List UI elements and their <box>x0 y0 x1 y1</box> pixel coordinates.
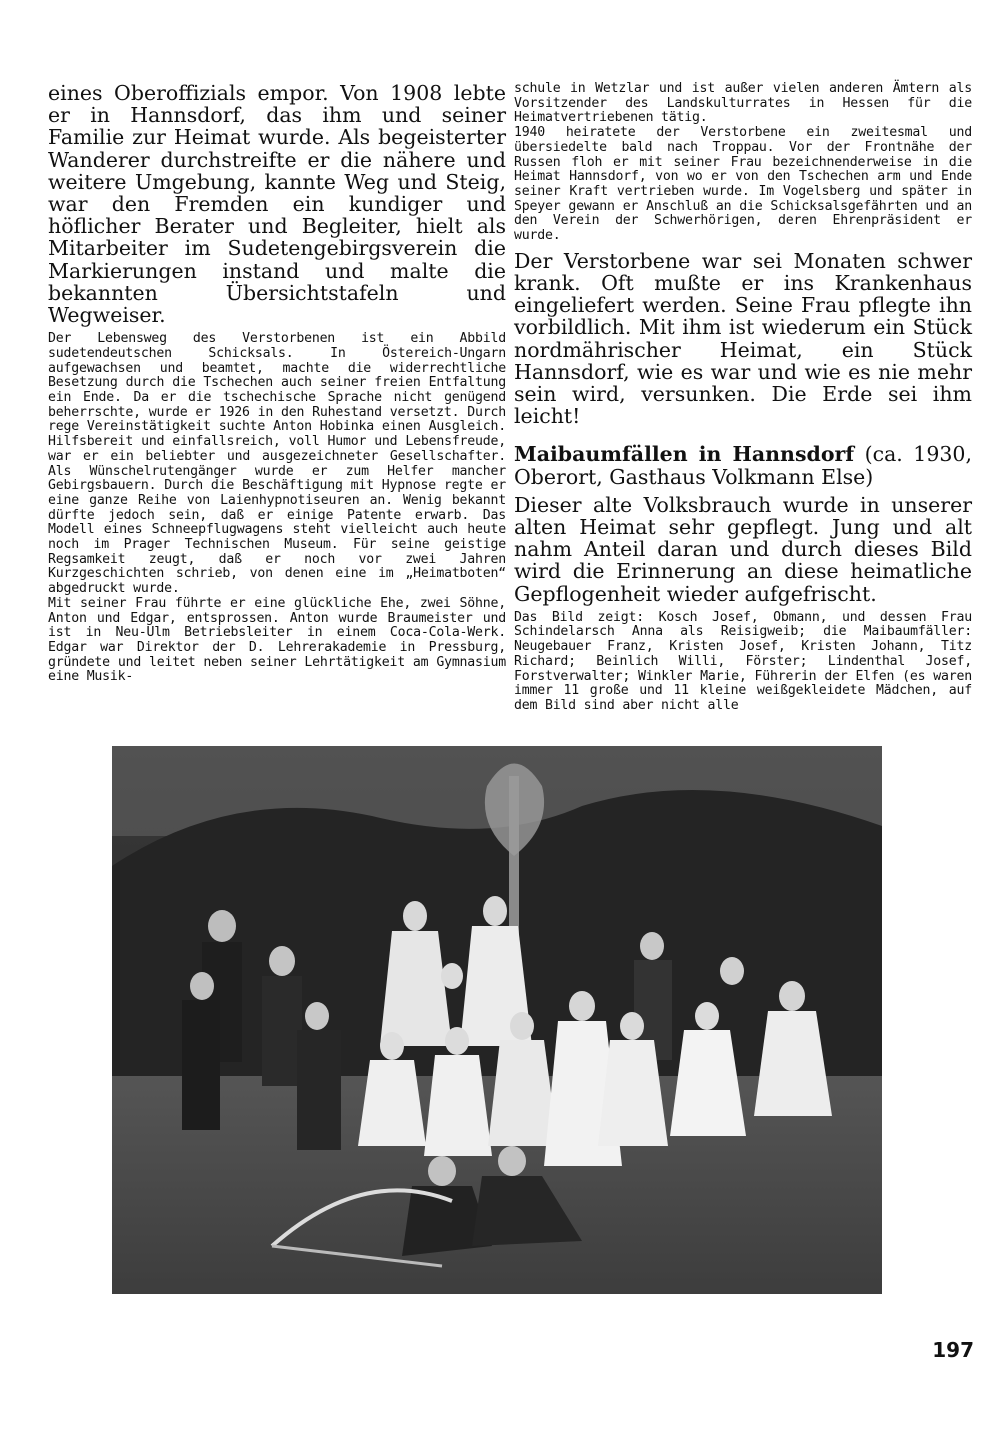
section-heading <box>514 443 972 487</box>
right-column <box>514 82 972 714</box>
right-paragraph-4: Dieser alte Volksbrauch wurde in unserer alten Heimat sehr gepflegt. Jung und alt nahm Anteil daran und durch dieses Bild wird die Erinnerung an diese heimatliche Gepflogenheit wieder aufgefrischt. <box>514 492 972 606</box>
right-paragraph-3: Der Verstorbene war sei Monaten schwer krank. Oft mußte er ins Krankenhaus eingeliefert werden. Seine Frau pflegte ihn vorbildlich. Mit ihm ist wiederum ein Stück nordmährischer Heimat, ein Stück Hannsdorf, wie es war und wie es nie mehr sein wird, versunken. Die Erde sei ihm leicht! <box>514 248 972 429</box>
page-number: 197 <box>932 1338 974 1362</box>
group-photo <box>112 746 882 1294</box>
left-paragraph-3: Mit seiner Frau führte er eine glückliche Ehe, zwei Söhne, Anton und Edgar, entsprossen. Anton wurde Braumeister und ist in Neu-Ulm Betriebsleiter in einem Coca-Cola-Werk. Edgar war Direktor der D. Lehrerakademie in Pressburg, gründete und leitet neben seiner Lehrtätigkeit am Gymnasium eine Musik- <box>48 595 506 685</box>
left-paragraph-2: Der Lebensweg des Verstorbenen ist ein Abbild sudetendeutschen Schicksals. In Östereich-Ungarn aufgewachsen und beamtet, machte die widerrechtliche Besetzung durch die Tschechen auch seiner freien Entfaltung ein Ende. Da er die tschechische Sprache nicht genügend beherrschte, wurde er 1926 in den Ruhestand versetzt. Durch rege Vereinstätigkeit suchte Anton Hobinka einen Ausgleich. Hilfsbereit und einfallsreich, voll Humor und Lebensfreude, war er ein beliebter und ausgezeichneter Gesellschafter. Als Wünschelrutengänger wurde er zum Helfer mancher Gebirgsbauern. Durch die Beschäftigung mit Hypnose regte er eine ganze Reihe von Laienhypnotiseuren an. Wenig bekannt dürfte jedoch sein, daß er einige Patente erwarb. Das Modell eines Schneepflugwagens steht vielleicht auch heute noch im Prager Technischen Museum. Für seine geistige Regsamkeit zeugt, daß er noch vor zwei Jahren Kurzgeschichten schrieb, von denen eine im „Heimatboten“ abgedruckt wurde. <box>48 331 506 597</box>
left-paragraph-1: eines Oberoffizials empor. Von 1908 lebte er in Hannsdorf, das ihm und seiner Familie zur Heimat wurde. Als begeisterter Wanderer durchstreifte er die nähere und weitere Umgebung, kannte Weg und Steig, war den Fremden ein kundiger und höflicher Berater und Begleiter, hielt als Mitarbeiter im Sudetengebirgsverein die Markierungen instand und malte die bekannten Übersichtstafeln und Wegweiser. <box>48 81 506 328</box>
section-heading-title: Maibaumfällen in Hannsdorf <box>514 442 855 467</box>
left-column <box>48 82 506 685</box>
right-paragraph-5: Das Bild zeigt: Kosch Josef, Obmann, und dessen Frau Schindelarsch Anna als Reisigweib; die Maibaumfäller: Neugebauer Franz, Kristen Josef, Kristen Johann, Titz Richard; Beinlich Willi, Förster; Lindenthal Josef, Forstverwalter; Winkler Marie, Führerin der Elfen (es waren immer 11 große und 11 kleine weißgekleidete Mädchen, auf dem Bild sind aber nicht alle <box>514 609 972 713</box>
section-heading-subtitle: (ca. 1930, Oberort, Gasthaus Volkmann Else) <box>514 442 972 489</box>
right-paragraph-2: 1940 heiratete der Verstorbene ein zweitesmal und übersiedelte bald nach Troppau. Vor der Frontnähe der Russen floh er mit seiner Frau bezeichnenderweise in die Heimat Hannsdorf, von wo er von den Tschechen arm und Ende seiner Kraft vertrieben wurde. Im Vogelsberg und später in Speyer gewann er Anschluß an die Schicksalsgefährten und an den Verein der Schwerhörigen, deren Ehrenpräsident er wurde. <box>514 125 972 244</box>
right-paragraph-1: schule in Wetzlar und ist außer vielen anderen Ämtern als Vorsitzender des Landskulturrates in Hessen für die Heimatvertriebenen tätig. <box>514 81 972 126</box>
